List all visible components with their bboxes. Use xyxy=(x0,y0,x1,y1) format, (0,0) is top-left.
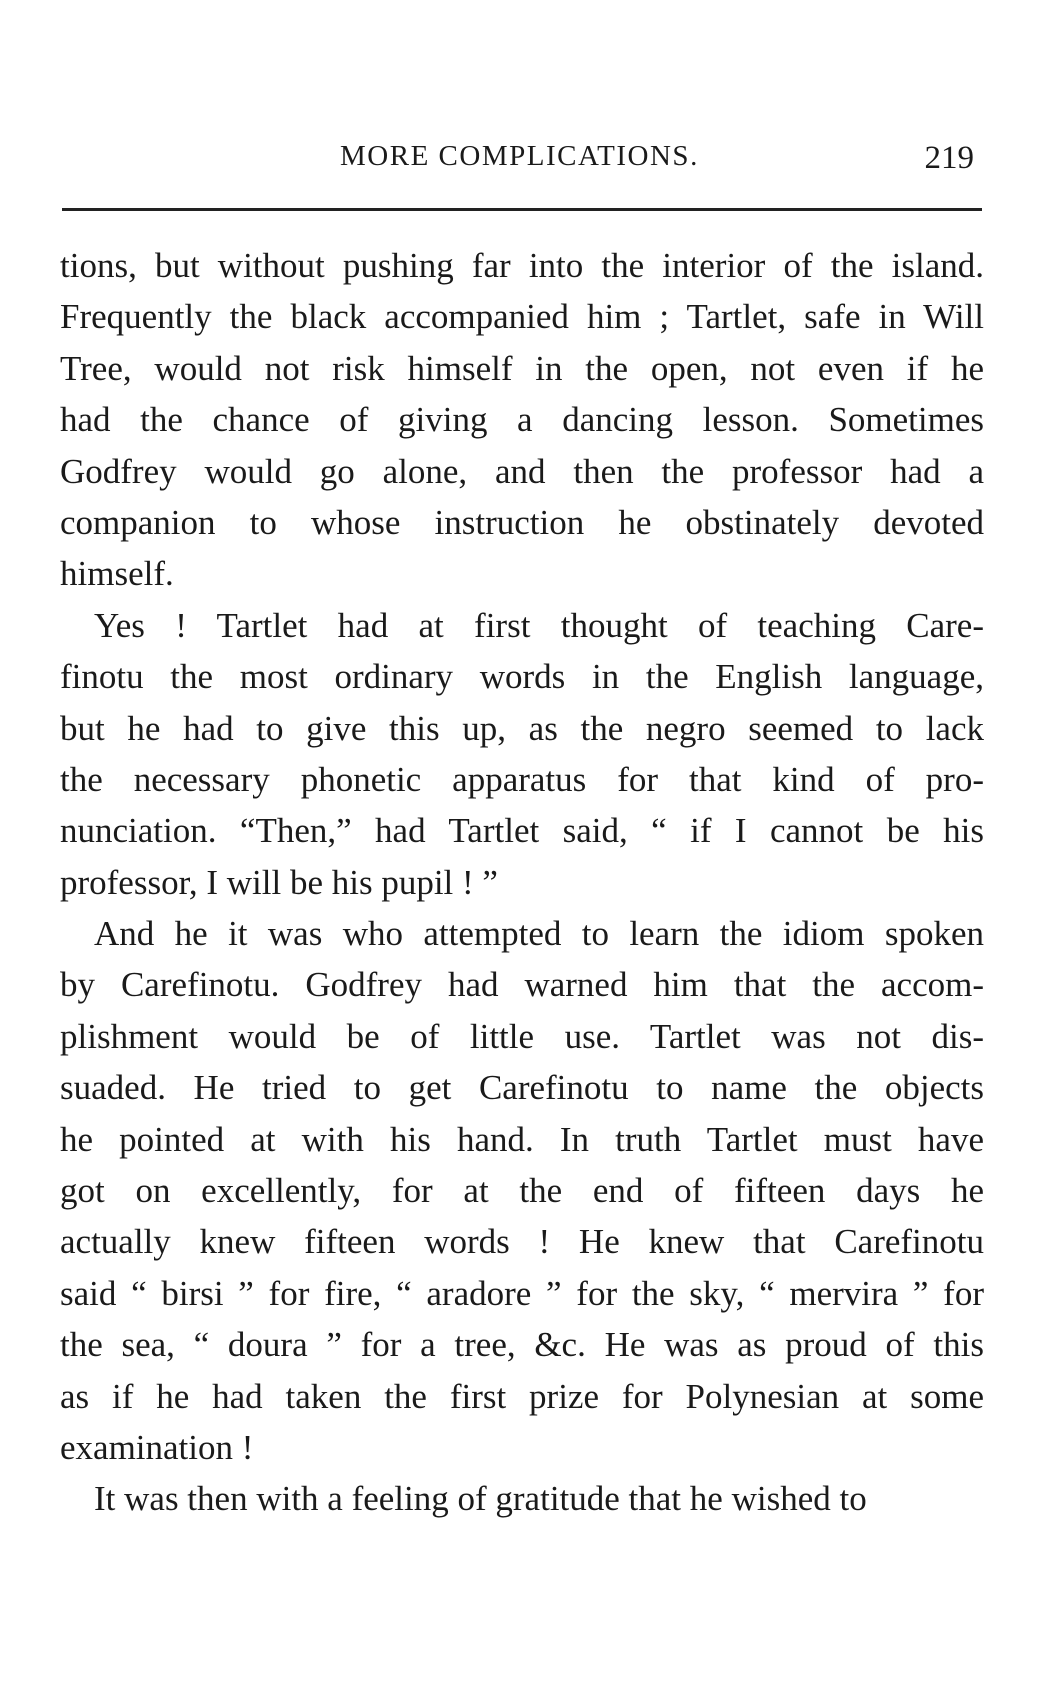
text-line: Godfrey would go alone, and then the professor had a xyxy=(60,451,984,491)
text-line: the necessary phonetic apparatus for that kind of pro- xyxy=(60,759,984,799)
text-line: examination ! xyxy=(60,1427,254,1467)
text-line: himself. xyxy=(60,554,174,594)
text-line: but he had to give this up, as the negro seemed to lack xyxy=(60,708,984,748)
text-line: companion to whose instruction he obstinately devoted xyxy=(60,502,984,542)
paragraph-start-line: And he it was who attempted to learn the idiom spoken xyxy=(94,914,984,954)
text-line: actually knew fifteen words ! He knew that Carefinotu xyxy=(60,1222,984,1262)
text-line: as if he had taken the first prize for Polynesian at some xyxy=(60,1376,984,1416)
page-number: 219 xyxy=(924,140,974,176)
text-line: by Carefinotu. Godfrey had warned him that the accom- xyxy=(60,965,984,1005)
text-line: had the chance of giving a dancing lesson. Sometimes xyxy=(60,400,984,440)
text-line: got on excellently, for at the end of fifteen days he xyxy=(60,1171,984,1211)
text-line: nunciation. “Then,” had Tartlet said, “ if I cannot be his xyxy=(60,811,984,851)
text-line: professor, I will be his pupil ! ” xyxy=(60,862,498,902)
chapter-title: MORE COMPLICATIONS. xyxy=(340,140,699,172)
paragraph-start-line: Yes ! Tartlet had at first thought of teaching Care- xyxy=(94,605,984,645)
text-line: plishment would be of little use. Tartlet was not dis- xyxy=(60,1016,984,1056)
text-line: Frequently the black accompanied him ; Tartlet, safe in Will xyxy=(60,297,984,337)
text-line: tions, but without pushing far into the interior of the island. xyxy=(60,246,984,285)
text-line: said “ birsi ” for fire, “ aradore ” for the sky, “ mervira ” for xyxy=(60,1273,984,1313)
text-line: he pointed at with his hand. In truth Tartlet must have xyxy=(60,1119,984,1159)
paragraph-start-line: It was then with a feeling of gratitude that he wished to xyxy=(94,1479,867,1519)
text-line: suaded. He tried to get Carefinotu to name the objects xyxy=(60,1068,984,1108)
text-line: Tree, would not risk himself in the open, not even if he xyxy=(60,348,984,388)
text-line: finotu the most ordinary words in the English language, xyxy=(60,657,984,697)
text-line: the sea, “ doura ” for a tree, &c. He was as proud of this xyxy=(60,1325,984,1365)
header-rule xyxy=(62,208,982,211)
running-head xyxy=(62,140,982,184)
body-text xyxy=(60,240,984,1525)
